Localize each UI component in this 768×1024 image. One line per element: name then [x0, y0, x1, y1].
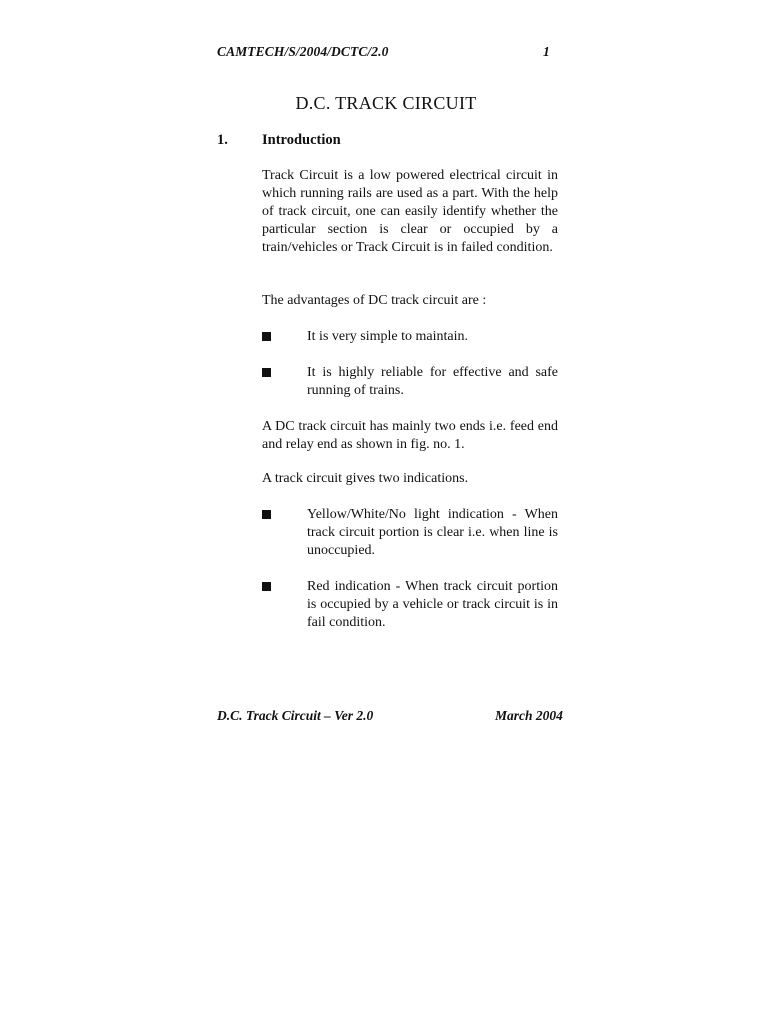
- footer-document-title: D.C. Track Circuit – Ver 2.0: [217, 708, 374, 723]
- page-number: 1: [543, 44, 550, 59]
- bullet-icon: [262, 368, 271, 377]
- advantage-item: It is very simple to maintain.: [307, 329, 468, 344]
- advantage-item: It is highly reliable for effective and safe running of trains.: [307, 365, 558, 398]
- bullet-icon: [262, 510, 271, 519]
- indication-item: Yellow/White/No light indication - When track circuit portion is clear i.e. when line is unoccupied.: [307, 507, 558, 558]
- advantages-lead-paragraph: The advantages of DC track circuit are :: [262, 293, 487, 308]
- bullet-icon: [262, 332, 271, 341]
- page-title: D.C. TRACK CIRCUIT: [295, 93, 477, 113]
- footer-date: March 2004: [495, 708, 563, 723]
- indication-item: Red indication - When track circuit portion is occupied by a vehicle or track circuit is in fail condition.: [307, 579, 558, 630]
- intro-paragraph: Track Circuit is a low powered electrical circuit in which running rails are used as a part. With the help of track circuit, one can easily identify whether the particular section is clear or occupied by a train/vehicles or Track Circuit is in failed condition.: [262, 168, 558, 255]
- indications-lead-paragraph: A track circuit gives two indications.: [262, 471, 469, 486]
- ends-paragraph: A DC track circuit has mainly two ends i.e. feed end and relay end as shown in fig. no. 1.: [262, 419, 558, 452]
- bullet-icon: [262, 582, 271, 591]
- section-number: 1.: [217, 132, 228, 148]
- section-title: Introduction: [262, 132, 341, 148]
- document-code: CAMTECH/S/2004/DCTC/2.0: [217, 44, 389, 59]
